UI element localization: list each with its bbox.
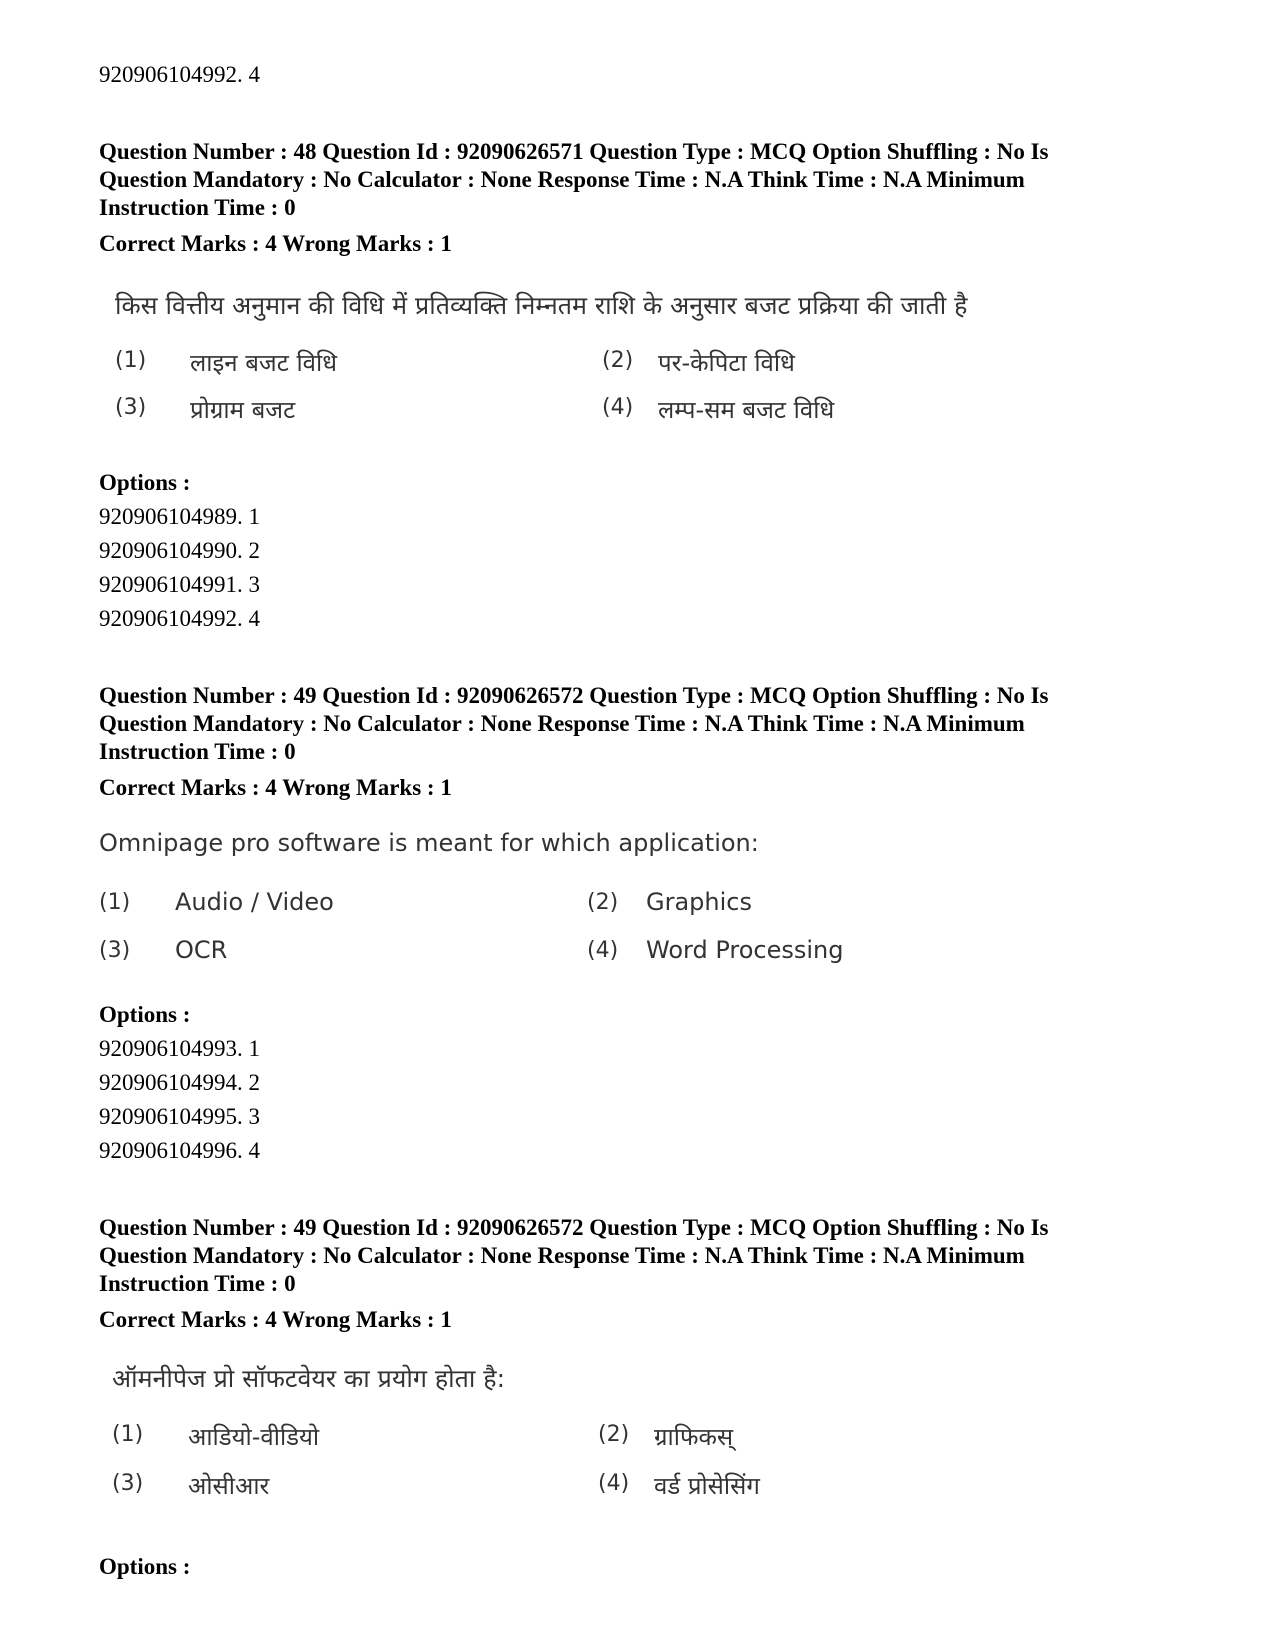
choice-number: (3) <box>99 938 131 963</box>
meta-line: Question Mandatory : No Calculator : None Response Time : N.A Think Time : N.A Minimum <box>99 1243 1025 1268</box>
choice-number: (4) <box>602 395 634 420</box>
meta-line: Instruction Time : 0 <box>99 1271 296 1296</box>
choice-text: वर्ड प्रोसेसिंग <box>654 1472 760 1500</box>
choice-text: पर-केपिटा विधि <box>658 349 795 377</box>
choice-text: आडियो-वीडियो <box>188 1423 320 1451</box>
choice-text: OCR <box>175 936 228 964</box>
question-49-marks: Correct Marks : 4 Wrong Marks : 1 <box>99 775 452 800</box>
choice-number: (2) <box>602 348 634 373</box>
options-label: Options : <box>99 1554 191 1579</box>
question-text: ऑमनीपेज प्रो सॉफटवेयर का प्रयोग होता है: <box>112 1364 506 1393</box>
option-id: 920906104991. 3 <box>99 572 260 597</box>
choice-text: प्रोग्राम बजट <box>190 396 296 424</box>
choice-text: ग्राफिकस् <box>654 1423 734 1451</box>
meta-line: Instruction Time : 0 <box>99 195 296 220</box>
choice-number: (1) <box>112 1422 144 1447</box>
choice-number: (2) <box>587 890 619 915</box>
question-49-hindi-metadata <box>99 1214 1189 1298</box>
option-id: 920906104989. 1 <box>99 504 260 529</box>
meta-line: Question Number : 49 Question Id : 92090626572 Question Type : MCQ Option Shuffling : No Is <box>99 683 1049 708</box>
option-id: 920906104992. 4 <box>99 606 260 631</box>
meta-line: Question Mandatory : No Calculator : None Response Time : N.A Think Time : N.A Minimum <box>99 711 1025 736</box>
choice-text: लम्प-सम बजट विधि <box>658 396 835 424</box>
meta-line: Instruction Time : 0 <box>99 739 296 764</box>
choice-number: (1) <box>99 890 131 915</box>
option-id: 920906104994. 2 <box>99 1070 260 1095</box>
choice-text: Audio / Video <box>175 888 334 916</box>
option-id: 920906104995. 3 <box>99 1104 260 1129</box>
question-49-hindi-marks: Correct Marks : 4 Wrong Marks : 1 <box>99 1307 452 1332</box>
options-label: Options : <box>99 1002 191 1027</box>
choice-number: (2) <box>598 1422 630 1447</box>
question-49-metadata <box>99 682 1189 766</box>
choice-text: Word Processing <box>646 936 844 964</box>
choice-text: लाइन बजट विधि <box>190 349 337 377</box>
option-id: 920906104996. 4 <box>99 1138 260 1163</box>
option-id: 920906104993. 1 <box>99 1036 260 1061</box>
question-text: किस वित्तीय अनुमान की विधि में प्रतिव्यक्ति निम्नतम राशि के अनुसार बजट प्रक्रिया की जाती है <box>115 291 968 320</box>
choice-number: (4) <box>587 938 619 963</box>
question-48-metadata <box>99 138 1189 222</box>
choice-number: (3) <box>112 1471 144 1496</box>
meta-line: Question Number : 48 Question Id : 92090626571 Question Type : MCQ Option Shuffling : No Is <box>99 139 1049 164</box>
choice-number: (4) <box>598 1471 630 1496</box>
question-text: Omnipage pro software is meant for which application: <box>99 829 759 857</box>
meta-line: Question Mandatory : No Calculator : None Response Time : N.A Think Time : N.A Minimum <box>99 167 1025 192</box>
options-label: Options : <box>99 470 191 495</box>
question-48-marks: Correct Marks : 4 Wrong Marks : 1 <box>99 231 452 256</box>
option-id: 920906104990. 2 <box>99 538 260 563</box>
choice-number: (3) <box>115 395 147 420</box>
choice-text: ओसीआर <box>188 1472 270 1500</box>
carryover-option: 920906104992. 4 <box>99 62 260 87</box>
choice-text: Graphics <box>646 888 752 916</box>
meta-line: Question Number : 49 Question Id : 92090626572 Question Type : MCQ Option Shuffling : No Is <box>99 1215 1049 1240</box>
choice-number: (1) <box>115 348 147 373</box>
